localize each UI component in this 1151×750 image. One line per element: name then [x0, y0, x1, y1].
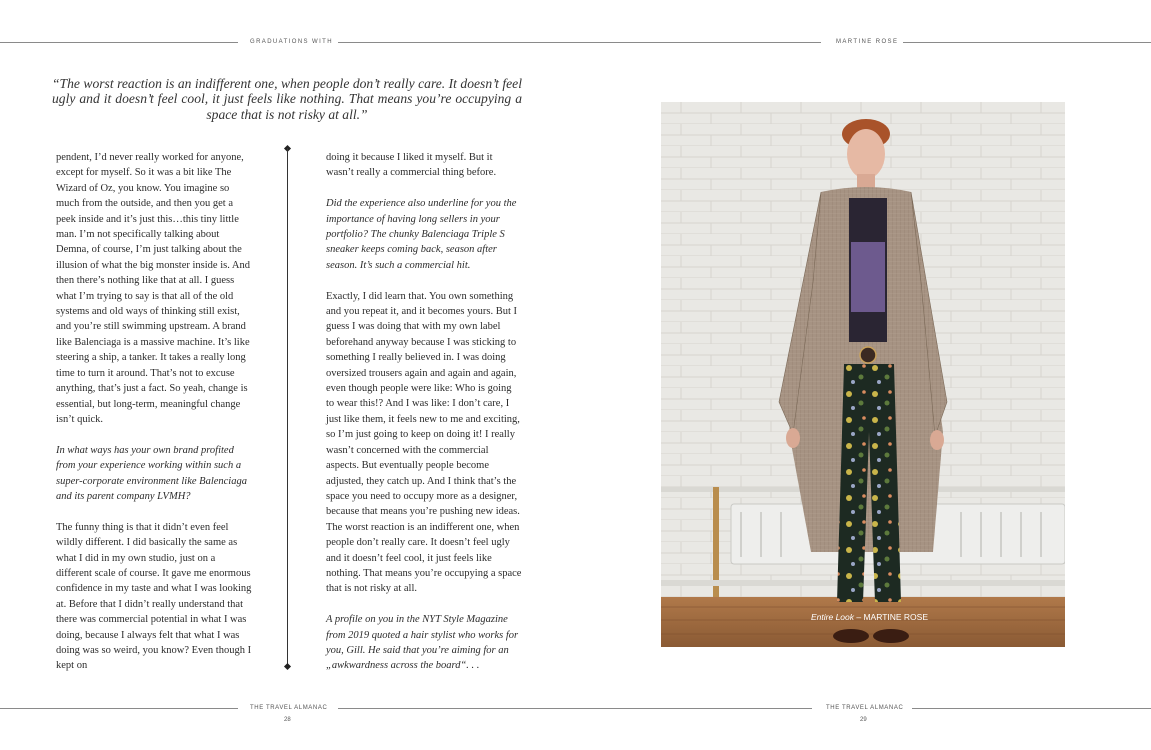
photo-credit-brand: MARTINE ROSE: [863, 612, 928, 622]
footer-title-left: THE TRAVEL ALMANAC: [250, 705, 328, 711]
running-head-right: MARTINE ROSE: [836, 39, 899, 45]
photo-credit-label: Entire Look: [811, 612, 854, 622]
header-rule-center: [338, 42, 821, 43]
footer-title-right: THE TRAVEL ALMANAC: [826, 705, 904, 711]
footer-rule-center: [338, 708, 812, 709]
footer-rule-left: [0, 708, 238, 709]
article-column-left: [56, 150, 252, 674]
interview-answer: The funny thing is that it didn’t even feel wildly different. I did basically the same as what I did in my own studio, just on a different scale of course. It gave me enormous confidence in my taste and what I was looking at. Before that I didn’t really understand that there was commercial potential in what I was doing, because I always felt that what I was doing was so weird, you know? Even though I kept on: [56, 521, 252, 672]
column-divider-bottom-diamond: [284, 663, 291, 670]
running-head-left: GRADUATIONS WITH: [250, 39, 333, 45]
column-divider: [287, 148, 288, 667]
interview-question: Did the experience also underline for you the importance of having long sellers in your portfolio? The chunky Balenciaga Triple S sneaker keeps coming back, season after season. It’s such a commercial hit.: [326, 198, 517, 271]
interview-question: In what ways has your own brand profited from your experience working within such a super-corporate environment like Balenciaga and its parent company LVMH?: [56, 444, 247, 502]
page-number-left: 28: [284, 717, 291, 723]
interview-answer: pendent, I’d never really worked for anyone, except for myself. So it was a bit like The Wizard of Oz, you know. You imagine so much from the outside, and then you get a peek inside and it’s just this…this tiny little man. I’m not specifically talking about Demna, of course, I’m just talking about the illusion of what the big monster inside is. And then there’s nothing like that at all. I guess what I’m trying to say is that all of the old systems and old ways of thinking still exist, and you’re still swimming upstream. A brand like Balenciaga is a massive machine. It’s like steering a ship, a tanker. It takes a really long time to turn it around. That’s not to excuse anything, that’s just a fact. So yeah, change is essential, but long-term, meaningful change isn’t quick.: [56, 152, 250, 425]
photo-credit: [811, 612, 928, 622]
footer-rule-right: [912, 708, 1151, 709]
pull-quote: “The worst reaction is an indifferent one, when people don’t really care. It doesn’t feel ugly and it doesn’t feel cool, it just feels like nothing. That means you’re occupying a space that is not risky at all.”: [52, 76, 522, 122]
interview-question: A profile on you in the NYT Style Magazine from 2019 quoted a hair stylist who works for you, Gill. He said that you’re aiming for an „awkwardness across the board“. . .: [326, 614, 519, 672]
header-rule-right: [903, 42, 1151, 43]
model-in-trench-coat-illustration: [661, 102, 1065, 647]
page-number-right: 29: [860, 717, 867, 723]
interview-answer: Exactly, I did learn that. You own something and you repeat it, and it becomes yours. But I guess I was doing that with my own label beforehand anyway because I was sticking to something I really believed in. I was doing oversized trousers again and again and again, even though people were like: Who is going to wear this!? And I was like: I don’t care, I just like them, it feels new to me and exciting, so I’m just going to keep on doing it! I really wasn’t concerned with the commercial aspects. But eventually people become adjusted, they catch up. And I think that’s the space you need to occupy more as a designer, because that means you’re pushing new ideas. The worst reaction is an indifferent one, when people don’t really care. It doesn’t feel ugly and it doesn’t feel cool, it just feels like nothing. That means you’re occupying a space that is not risky at all.: [326, 290, 522, 595]
article-column-right: [326, 150, 522, 674]
interview-answer: doing it because I liked it myself. But it wasn’t really a commercial thing before.: [326, 152, 497, 179]
header-rule-left: [0, 42, 238, 43]
fashion-photo: [661, 102, 1065, 647]
photo-credit-separator: –: [854, 612, 864, 622]
